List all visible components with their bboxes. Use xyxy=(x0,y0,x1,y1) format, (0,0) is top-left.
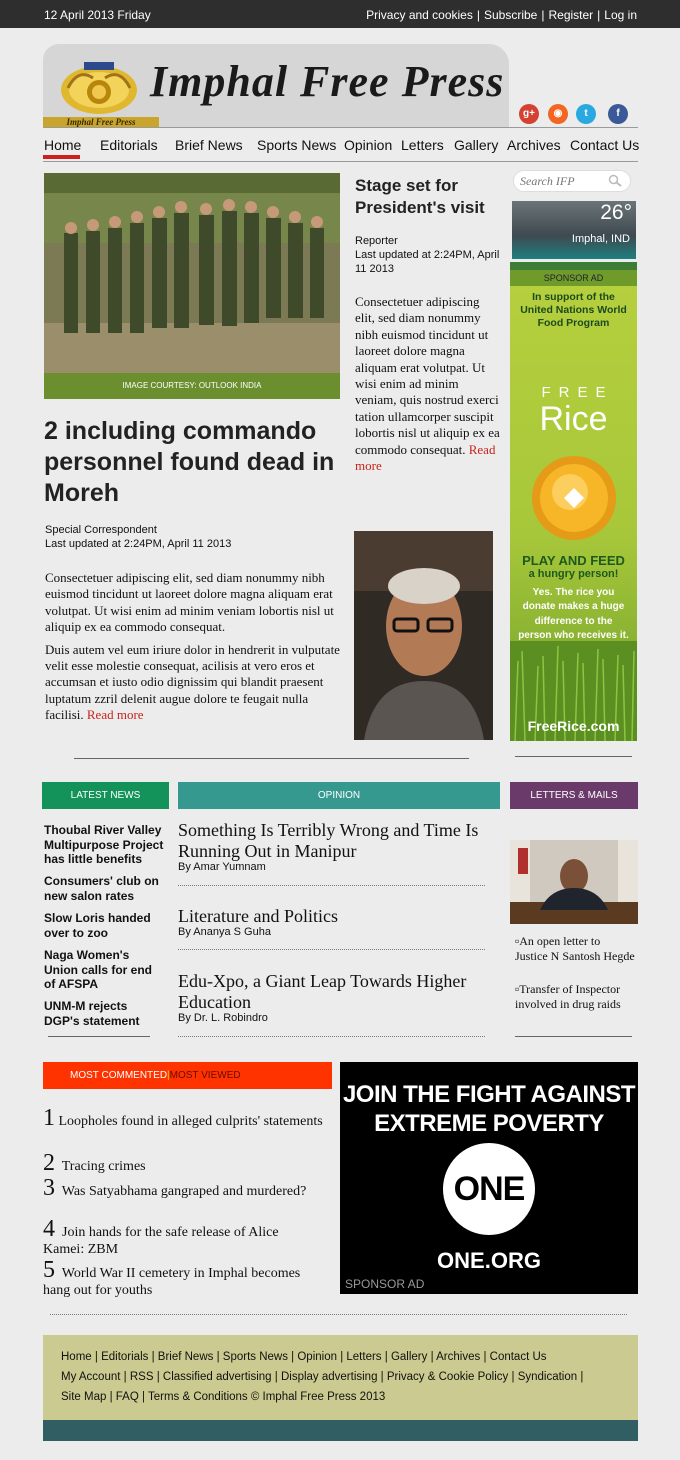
lead-paragraph-2 xyxy=(45,642,343,724)
search-icon[interactable] xyxy=(608,174,622,188)
footer-link-brief-news[interactable]: Brief News xyxy=(157,1351,214,1363)
twitter-icon[interactable]: t xyxy=(576,104,596,124)
one-logo: ONE xyxy=(443,1143,535,1235)
footer-link-classified[interactable]: Classified advertising xyxy=(162,1371,272,1383)
most-commented-text: Tracing crimes xyxy=(61,1159,146,1174)
footer-link-syndication[interactable]: Syndication xyxy=(517,1371,578,1383)
most-commented-text: World War II cemetery in Imphal becomes hang out for youths xyxy=(43,1266,301,1298)
weather-location: Imphal, IND xyxy=(571,233,630,245)
footer-link-editorials[interactable]: Editorials xyxy=(101,1351,149,1363)
most-commented-item[interactable] xyxy=(43,1257,323,1299)
freerice-ad[interactable] xyxy=(510,286,637,741)
most-commented-text: Join hands for the safe release of Alice Kamei: ZBM xyxy=(43,1225,279,1257)
rank-number: 4 xyxy=(43,1216,55,1242)
latest-news-item[interactable]: Slow Loris handed over to zoo xyxy=(44,911,151,940)
opinion-author: By Ananya S Guha xyxy=(178,926,271,938)
lead-photo-caption: IMAGE COURTESY: OUTLOOK INDIA xyxy=(44,373,340,399)
footer-link-faq[interactable]: FAQ xyxy=(115,1391,139,1403)
nav-contact-us[interactable]: Contact Us xyxy=(570,137,640,153)
latest-news-item[interactable]: UNM-M rejects DGP's statement xyxy=(44,999,140,1028)
opinion-title[interactable]: Literature and Politics xyxy=(178,906,338,926)
one-ad-line1: JOIN THE FIGHT AGAINST xyxy=(342,1081,636,1108)
letter-item-text: Transfer of Inspector involved in drug raids xyxy=(515,982,621,1011)
second-headline[interactable]: Stage set for President's visit xyxy=(355,176,485,217)
second-author: Reporter xyxy=(355,235,398,247)
search-box xyxy=(513,170,631,192)
footer-row-1: Home | Editorials | Brief News | Sports News | Opinion | Letters | Gallery | Archives | Contact Us xyxy=(61,1351,547,1363)
lead-read-more-link[interactable]: Read more xyxy=(86,707,144,723)
top-bar xyxy=(0,0,680,28)
freerice-rice-text: Rice xyxy=(539,400,608,438)
rank-number: 1 xyxy=(43,1105,55,1131)
second-body xyxy=(355,294,500,474)
footer-link-rss[interactable]: RSS xyxy=(129,1371,154,1383)
letters-divider xyxy=(515,1036,632,1037)
letter-item[interactable]: ▫Transfer of Inspector involved in drug raids xyxy=(515,982,621,1011)
one-ad-site: ONE.ORG xyxy=(437,1248,541,1273)
latest-news-item[interactable]: Naga Women's Union calls for end of AFSPA xyxy=(44,948,153,991)
opinion-divider xyxy=(178,885,485,886)
second-byline xyxy=(355,234,505,276)
most-commented-item[interactable] xyxy=(43,1216,323,1258)
footer-link-gallery[interactable]: Gallery xyxy=(390,1351,428,1363)
footer-bottom-bar xyxy=(43,1420,638,1441)
lead-byline xyxy=(45,523,345,551)
weather-widget[interactable] xyxy=(512,201,636,259)
freerice-play-text: PLAY AND FEED xyxy=(522,553,625,568)
newspaper-emblem-icon[interactable] xyxy=(58,58,140,118)
letters-photo[interactable] xyxy=(510,840,638,924)
most-commented-text: Loopholes found in alleged culprits' statements xyxy=(58,1114,323,1129)
footer-link-home[interactable]: Home xyxy=(61,1351,92,1363)
account-links: Privacy and cookies | Subscribe | Register | Log in xyxy=(366,8,637,22)
sponsor-ad-label: SPONSOR AD xyxy=(510,262,637,286)
footer-link-archives[interactable]: Archives xyxy=(436,1351,481,1363)
current-date: 12 April 2013 Friday xyxy=(44,8,151,22)
footer-link-sports-news[interactable]: Sports News xyxy=(222,1351,288,1363)
second-body-text: Consectetuer adipiscing elit, sed diam nonummy nibh euismod tincidunt ut laoreet dolore magna aliquam erat volutpat. Ut wisi enim ad minim veniam, quis nostrud exerci tation ullamcorper suscipit lobortis nisl ut aliquip ex ea commodo consequat. xyxy=(355,294,500,457)
rice-bowl-icon xyxy=(530,454,618,542)
footer-link-letters[interactable]: Letters xyxy=(346,1351,382,1363)
opinion-title[interactable]: Edu-Xpo, a Giant Leap Towards Higher Education xyxy=(178,971,467,1012)
most-commented-item[interactable] xyxy=(43,1105,323,1131)
one-ad-sponsor-label: SPONSOR AD xyxy=(345,1277,425,1291)
freerice-free-text: FREE xyxy=(541,384,614,401)
footer-divider xyxy=(50,1314,627,1315)
freerice-donate-text: Yes. The rice you donate makes a huge difference to the person who receives it. xyxy=(518,587,629,642)
register-link[interactable]: Register xyxy=(548,8,594,22)
rank-number: 5 xyxy=(43,1257,55,1283)
lead-body xyxy=(45,570,343,724)
letter-item-text: An open letter to Justice N Santosh Hegde xyxy=(515,934,635,963)
site-title[interactable]: Imphal Free Press xyxy=(150,57,505,106)
nav-gallery[interactable]: Gallery xyxy=(454,137,499,153)
latest-news-item[interactable]: Consumers' club on new salon rates xyxy=(44,874,159,903)
latest-news-item[interactable]: Thoubal River Valley Multipurpose Project has little benefits xyxy=(44,823,164,866)
opinion-author: By Dr. L. Robindro xyxy=(178,1012,268,1024)
opinion-header[interactable]: OPINION xyxy=(178,782,500,809)
nav-divider xyxy=(43,161,638,162)
nav-editorials[interactable]: Editorials xyxy=(100,137,158,153)
footer-link-terms[interactable]: Terms & Conditions © Imphal Free Press 2013 xyxy=(147,1391,386,1403)
lead-story-photo[interactable] xyxy=(44,173,340,373)
letters-mails-header[interactable]: LETTERS & MAILS xyxy=(510,782,638,809)
logo-caption: Imphal Free Press xyxy=(43,117,159,128)
footer-link-my-account[interactable]: My Account xyxy=(61,1371,121,1383)
second-story-photo[interactable] xyxy=(354,531,493,740)
nav-archives[interactable]: Archives xyxy=(507,137,561,153)
freerice-site-text: FreeRice.com xyxy=(527,718,620,734)
one-ad-line2: EXTREME POVERTY xyxy=(374,1110,604,1137)
most-commented-text: Was Satyabhama gangraped and murdered? xyxy=(61,1184,307,1199)
section-divider-right xyxy=(515,756,632,757)
login-link[interactable]: Log in xyxy=(604,8,637,22)
privacy-cookies-link[interactable]: Privacy and cookies xyxy=(366,8,473,22)
footer-link-contact-us[interactable]: Contact Us xyxy=(489,1351,547,1363)
search-input[interactable] xyxy=(520,173,606,189)
nav-sports-news[interactable]: Sports News xyxy=(257,137,337,153)
most-commented-item[interactable] xyxy=(43,1175,323,1201)
lead-updated: Last updated at 2:24PM, April 11 2013 xyxy=(45,538,232,550)
nav-opinion[interactable]: Opinion xyxy=(344,137,393,153)
footer-link-display[interactable]: Display advertising xyxy=(280,1371,378,1383)
footer-link-opinion[interactable]: Opinion xyxy=(297,1351,337,1363)
rss-icon[interactable]: ◉ xyxy=(548,104,568,124)
letter-item[interactable]: ▫An open letter to Justice N Santosh Hegde xyxy=(515,934,635,963)
tab-most-commented[interactable]: MOST COMMENTED xyxy=(70,1070,168,1081)
footer-link-privacy[interactable]: Privacy & Cookie Policy xyxy=(386,1371,509,1383)
one-org-ad[interactable] xyxy=(340,1062,638,1294)
opinion-divider xyxy=(178,1036,485,1037)
tab-most-viewed[interactable]: MOST VIEWED xyxy=(169,1070,241,1081)
second-read-more-link[interactable]: Read more xyxy=(355,441,496,474)
most-tabs: MOST COMMENTED|MOST VIEWED xyxy=(43,1062,332,1089)
opinion-divider xyxy=(178,949,485,950)
masthead-divider xyxy=(43,127,638,128)
footer-row-2: My Account | RSS | Classified advertising | Display advertising | Privacy & Cookie Policy | Syndication | xyxy=(61,1371,584,1383)
footer-link-site-map[interactable]: Site Map xyxy=(61,1391,107,1403)
nav-brief-news[interactable]: Brief News xyxy=(175,137,243,153)
main-nav xyxy=(43,134,638,162)
nav-home[interactable]: Home xyxy=(44,137,82,153)
latest-news-header[interactable]: LATEST NEWS xyxy=(42,782,169,809)
freerice-hungry-text: a hungry person! xyxy=(528,568,619,580)
weather-temperature: 26° xyxy=(600,201,632,224)
latest-news-divider xyxy=(48,1036,150,1037)
subscribe-link[interactable]: Subscribe xyxy=(483,8,538,22)
opinion-author: By Amar Yumnam xyxy=(178,861,266,873)
rank-number: 2 xyxy=(43,1150,55,1176)
footer xyxy=(43,1335,638,1420)
most-commented-item[interactable] xyxy=(43,1150,323,1176)
section-divider xyxy=(74,758,469,759)
facebook-icon[interactable]: f xyxy=(608,104,628,124)
rank-number: 3 xyxy=(43,1175,55,1201)
second-updated: Last updated at 2:24PM, April 11 2013 xyxy=(355,249,500,275)
lead-headline[interactable]: 2 including commando personnel found dead in Moreh xyxy=(44,417,335,507)
opinion-title[interactable]: Something Is Terribly Wrong and Time Is Running Out in Manipur xyxy=(178,820,479,861)
google-plus-icon[interactable]: g+ xyxy=(519,104,539,124)
lead-paragraph-1: Consectetuer adipiscing elit, sed diam nonummy nibh euismod tincidunt ut laoreet dolore magna aliquam erat volutpat. Ut wisi enim ad minim veniam lobortis nisl ut aliquip ex ea commodo consequat. xyxy=(45,570,334,635)
lead-paragraph-2-text: Duis autem vel eum iriure dolor in hendrerit in vulputate velit esse molestie consequat, acilisis at vero eros et accumsan et iusto odio dignissim qui blandit praesent luptatum zzril delenit augue dolore te feugait nulla facilisi. xyxy=(45,641,340,723)
nav-letters[interactable]: Letters xyxy=(401,137,444,153)
lead-author: Special Correspondent xyxy=(45,524,157,536)
nav-active-indicator xyxy=(43,155,80,159)
footer-row-3: Site Map | FAQ | Terms & Conditions © Imphal Free Press 2013 xyxy=(61,1391,386,1403)
freerice-support-text: In support of the United Nations World Food Program xyxy=(520,291,627,329)
